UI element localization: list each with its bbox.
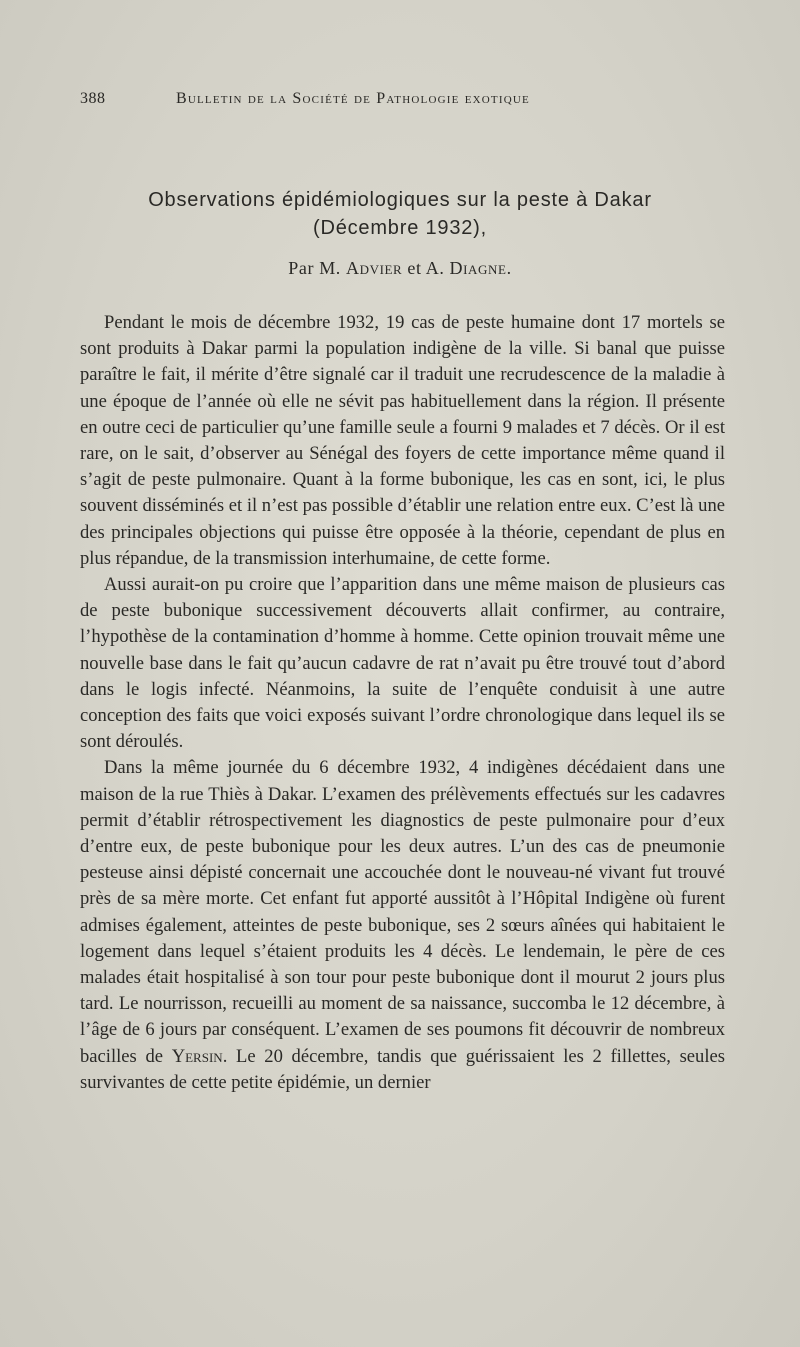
page-number: 388 <box>80 90 106 107</box>
byline-suffix: . <box>506 258 512 278</box>
paragraph-3-text-a: Dans la même journée du 6 décembre 1932, 4 indigènes décédaient dans une maison de la rue Thiès à Dakar. L’examen des prélèvements effectués sur les cadavres permit d’établir rétrospectivement les diagnostics de peste pulmonaire pour d’eux d’entre eux, de peste bubonique pour les deux autres. L’un des cas de pneumonie pesteuse ainsi dépisté concernait une accouchée dont le nouveau-né vivant fut trouvé près de sa mère morte. Cet enfant fut apporté aussitôt à l’Hôpital Indigène où furent admises également, atteintes de peste bubonique, ses 2 sœurs aînées qui habitaient le logement dans lequel s’étaient produits les 4 décès. Le lendemain, le père de ces malades était hospitalisé à son tour pour peste bubonique dont il mourut 2 jours plus tard. Le nourrisson, recueilli au moment de sa naissance, succomba le 12 décembre, à l’âge de 6 jours par conséquent. L’examen de ses poumons fit découvrir de nombreux bacilles de <box>80 757 725 1067</box>
article-title <box>80 186 720 242</box>
byline <box>80 258 720 279</box>
journal-title: Bulletin de la Société de Pathologie exotique <box>176 90 530 107</box>
article-body <box>80 310 725 1096</box>
article-title-line-2: (Décembre 1932), <box>313 217 487 239</box>
name-yersin: Yersin <box>171 1045 223 1067</box>
author-diagne: Diagne <box>449 258 507 278</box>
paragraph-3 <box>80 755 725 1096</box>
byline-mid: et A. <box>402 258 450 278</box>
byline-prefix: Par M. <box>288 258 346 278</box>
paragraph-1: Pendant le mois de décembre 1932, 19 cas de peste humaine dont 17 mortels se sont produits à Dakar parmi la population indigène de la ville. Si banal que puisse paraître le fait, il mérite d’être signalé car il traduit une recrudescence de la maladie à une époque de l’année où elle ne sévit pas habituellement dans la région. Il présente en outre ceci de particulier qu’une famille seule a fourni 9 malades et 7 décès. Or il est rare, on le sait, d’observer au Sénégal des foyers de cette importance même quand il s’agit de peste pulmonaire. Quant à la forme bubonique, les cas en sont, ici, le plus souvent disséminés et il n’est pas possible d’établir une relation entre eux. C’est là une des principales objections qui puisse être opposée à la théorie, cependant de plus en plus répandue, de la transmission interhumaine, de cette forme. <box>80 312 725 569</box>
running-head <box>80 90 730 108</box>
paragraph-2: Aussi aurait-on pu croire que l’apparition dans une même maison de plusieurs cas de peste bubonique successivement découverts allait confirmer, au contraire, l’hypothèse de la contamination d’homme à homme. Cette opinion trouvait même une nouvelle base dans le fait qu’aucun cadavre de rat n’avait pu être trouvé tout d’abord dans le logis infecté. Néanmoins, la suite de l’enquête conduisit à une autre conception des faits que voici exposés suivant l’ordre chronologique dans lequel ils se sont déroulés. <box>80 574 725 753</box>
paragraph-3-text-b: . Le 20 décembre, tandis que guérissaient les 2 fillettes, seules survivantes de cette petite épidémie, un dernier <box>80 1045 726 1093</box>
article-title-line-1: Observations épidémiologiques sur la peste à Dakar <box>148 189 652 211</box>
author-advier: Advier <box>346 258 403 278</box>
